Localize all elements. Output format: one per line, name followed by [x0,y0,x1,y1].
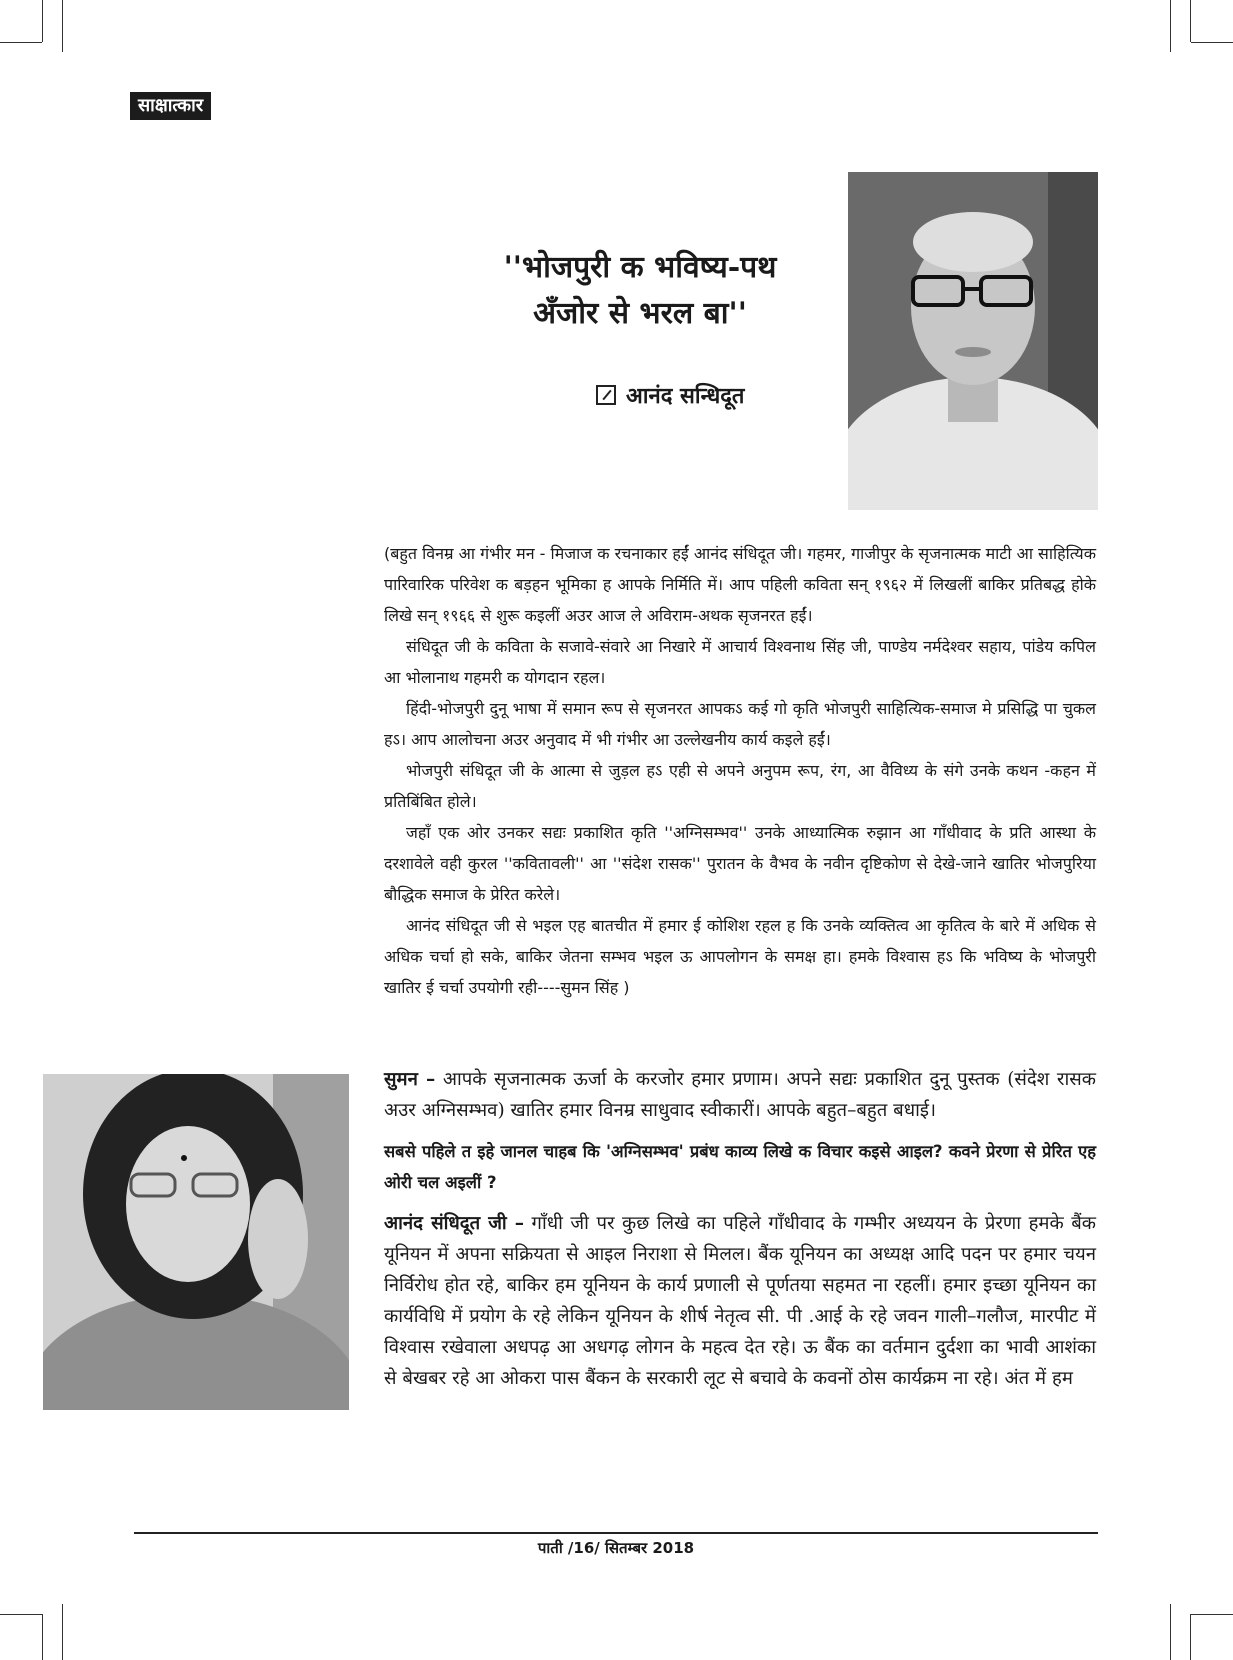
question-1 [384,1064,1096,1126]
intro-paragraph: भोजपुरी संधिदूत जी के आत्मा से जुड़ल हऽ एही से अपने अनुपम रूप, रंग, आ वैविध्य के संगे उनके कथन -कहन में प्रतिबिंबित होले। [384,761,1096,811]
author-name: आनंद सन्धिदूत [626,383,745,409]
crop-mark [1190,1614,1191,1660]
intro-paragraph: संधिदूत जी के कविता के सजावे-संवारे आ निखारे में आचार्य विश्वनाथ सिंह जी, पाण्डेय नर्मदेश्वर सहाय, पांडेय कपिल आ भोलानाथ गहमरी क योगदान रहल। [384,637,1096,687]
crop-mark [0,42,42,43]
crop-mark [0,1614,42,1615]
answer-1 [384,1208,1096,1394]
intro-paragraph: जहाँ एक ओर उनकर सद्यः प्रकाशित कृति ''अग्निसम्भव'' उनके आध्यात्मिक रुझान आ गाँधीवाद के प्रति आस्था के दरशावेले वही कुरल ''कवितावली'' आ ''संदेश रासक'' पुरातन के वैभव के नवीन दृष्टिकोण से देखे-जाने खातिर भोजपुरिया बौद्धिक समाज के प्रेरित करेले। [384,823,1096,904]
article-title [420,245,860,337]
crop-mark [1170,0,1171,52]
crop-mark [62,1604,63,1660]
question-2: सबसे पहिले त इहे जानल चाहब कि 'अग्निसम्भव' प्रबंध काव्य लिखे क विचार कइसे आइल? कवने प्रेरणा से प्रेरित एह ओरी चल अइलीं ? [384,1142,1096,1192]
crop-mark [62,0,63,52]
author-photo [848,172,1098,510]
intro-paragraph: (बहुत विनम्र आ गंभीर मन - मिजाज क रचनाकार हईं आनंद संधिदूत जी। गहमर, गाजीपुर के सृजनात्मक माटी आ साहित्यिक पारिवारिक परिवेश क बड़हन भूमिका ह आपके निर्मिति में। आप पहिली कविता सन् १९६२ में लिखलीं बाकिर प्रतिबद्ध होके लिखे सन् १९६६ से शुरू कइलीं अउर आज ले अविराम-अथक सृजनरत हईं। [384,544,1096,625]
crop-mark [1190,0,1191,42]
page-footer: पाती /16/ सितम्बर 2018 [537,1539,695,1557]
title-line-1: ''भोजपुरी क भविष्य-पथ [503,250,777,285]
author-portrait-image [848,172,1098,510]
crop-mark [1191,42,1233,43]
byline [596,378,744,412]
interviewer-photo [43,1074,349,1410]
section-tag: साक्षात्कार [130,92,211,120]
interview-body [384,1064,1096,1404]
footer-rule [134,1532,1098,1534]
interviewer-portrait-image [43,1074,349,1410]
crop-mark [42,0,43,42]
intro-paragraph: आनंद संधिदूत जी से भइल एह बातचीत में हमार ई कोशिश रहल ह कि उनके व्यक्तित्व आ कृतित्व के बारे में अधिक से अधिक चर्चा हो सके, बाकिर जेतना सम्भव भइल ऊ आपलोगन के समक्ष हा। हमके विश्वास हऽ कि भविष्य के भोजपुरी खातिर ई चर्चा उपयोगी रही----सुमन सिंह ) [384,916,1096,997]
crop-mark [1170,1604,1171,1660]
introduction [384,538,1096,1003]
crop-mark [42,1614,43,1660]
intro-paragraph: हिंदी-भोजपुरी दुनू भाषा में समान रूप से सृजनरत आपकऽ कई गो कृति भोजपुरी साहित्यिक-समाज मे प्रसिद्धि पा चुकल हऽ। आप आलोचना अउर अनुवाद में भी गंभीर आ उल्लेखनीय कार्य कइले हईं। [384,699,1096,749]
speaker-label: सुमन – [384,1069,436,1090]
pen-icon [596,385,616,405]
question-text: आपके सृजनात्मक ऊर्जा के करजोर हमार प्रणाम। अपने सद्यः प्रकाशित दुनू पुस्तक (संदेश रासक अउर अग्निसम्भव) खातिर हमार विनम्र साधुवाद स्वीकारीं। आपके बहुत–बहुत बधाई। [384,1069,1097,1121]
answer-text: गाँधी जी पर कुछ लिखे का पहिले गाँधीवाद के गम्भीर अध्ययन के प्रेरणा हमके बैंक यूनियन में अपना सक्रियता से आइल निराशा से मिलल। बैंक यूनियन का अध्यक्ष आदि पदन पर हमार चयन निर्विरोध होत रहे, बाकिर हम यूनियन के कार्य प्रणाली से पूर्णतया सहमत ना रहलीं। हमार इच्छा यूनियन का कार्यविधि में प्रयोग के रहे लेकिन यूनियन के शीर्ष नेतृत्व सी. पी .आई के रहे जवन गाली–गलौज, मारपीट में विश्वास रखेवाला अधपढ़ आ अधगढ़ लोगन के महत्व देत रहे। ऊ बैंक का वर्तमान दुर्दशा का भावी आशंका से बेखबर रहे आ ओकरा पास बैंकन के सरकारी लूट से बचावे के कवनों ठोस कार्यक्रम ना रहे। अंत में हम [384,1213,1096,1389]
crop-mark [1191,1614,1233,1615]
speaker-label: आनंद संधिदूत जी – [384,1213,525,1234]
title-line-2: अँजोर से भरल बा'' [533,296,747,331]
